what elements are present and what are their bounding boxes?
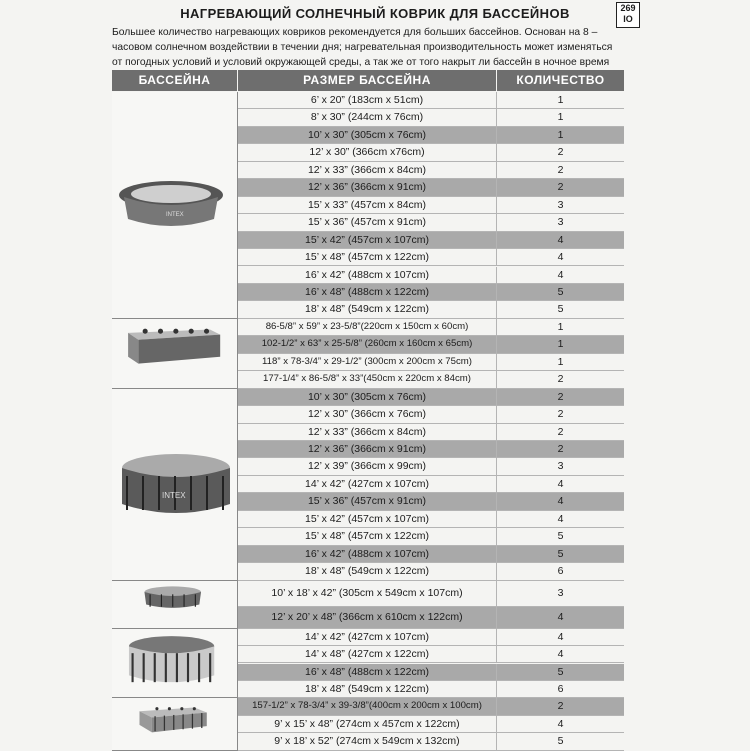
pool-size-cell: 9’ x 18’ x 52” (274cm x 549cm x 132cm) — [238, 733, 497, 749]
pool-cover-table — [112, 70, 624, 748]
pool-size-cell: 8’ x 30” (244cm x 76cm) — [238, 109, 497, 125]
intro-text: Большее количество нагревающих ковриков рекомендуется для больших бассейнов. Основан на 8 – часовом солнечном воздействии в течении дня; нагревательная производительность может изменяться от погодных условий и условий окружающей среды, а так же от того накрыт ли бассейн в ночное время — [112, 27, 613, 68]
quantity-cell: 3 — [557, 460, 564, 473]
table-row — [238, 406, 624, 423]
frame-leg — [131, 653, 133, 682]
quantity-cell: 1 — [557, 94, 564, 106]
table-row — [238, 371, 624, 388]
quantity-cell: 5 — [557, 530, 564, 543]
pool-size-cell: 16’ x 48” (488cm x 122cm) — [238, 664, 497, 680]
pool-size-cell: 14’ x 48” (427cm x 122cm) — [238, 646, 497, 662]
pool-size-cell: 118” x 78-3/4” x 29-1/2” (300cm x 200cm x 75cm) — [238, 354, 497, 370]
table-row — [238, 127, 624, 144]
logo-text: INTEX — [161, 491, 186, 501]
frame-leg — [153, 653, 155, 682]
quantity-cell: 4 — [557, 610, 564, 623]
quantity-cell: 5 — [557, 735, 564, 748]
frame-leg — [191, 714, 192, 729]
frame-leg — [142, 476, 144, 510]
quantity-cell: 1 — [557, 355, 564, 368]
table-row — [238, 92, 624, 109]
pool-size-cell: 15’ x 48” (457cm x 122cm) — [238, 249, 497, 265]
table-row — [238, 458, 624, 475]
logo-text: INTEX — [165, 211, 184, 218]
table-row — [238, 581, 624, 607]
quantity-cell: 5 — [557, 665, 564, 678]
table-row — [238, 109, 624, 126]
quantity-cell: 1 — [557, 111, 564, 124]
table-row — [238, 389, 624, 406]
swimmer — [157, 329, 162, 334]
frame-leg — [173, 715, 174, 730]
swimmer — [173, 329, 178, 334]
quantity-cell: 2 — [557, 163, 564, 176]
ultra-frame-round-pool-image — [116, 631, 234, 696]
swimmer — [167, 708, 170, 711]
frame-leg — [201, 713, 202, 728]
swimmer — [188, 329, 193, 334]
frame-leg — [186, 653, 188, 682]
table-row — [238, 267, 624, 284]
pool-size-cell: 177-1/4” x 86-5/8” x 33”(450cm x 220cm x 84cm) — [238, 371, 497, 387]
pool-size-cell: 18’ x 48” (549cm x 122cm) — [238, 301, 497, 317]
table-row — [238, 681, 624, 698]
ultra-frame-round-pool-image-cell — [112, 629, 238, 699]
frame-leg — [198, 653, 200, 682]
pool-size-cell: 15’ x 42” (457cm x 107cm) — [238, 511, 497, 527]
pool-size-cell: 10’ x 30” (305cm x 76cm) — [238, 127, 497, 143]
swimmer — [155, 708, 158, 711]
table-row — [238, 733, 624, 750]
quantity-cell: 4 — [557, 495, 564, 508]
pool-size-cell: 6’ x 20” (183cm x 51cm) — [238, 92, 497, 108]
pool-size-cell: 10’ x 18’ x 42” (305cm x 549cm x 107cm) — [238, 581, 497, 606]
pool-size-cell: 18’ x 48” (549cm x 122cm) — [238, 563, 497, 579]
quantity-cell: 5 — [557, 547, 564, 560]
table-row — [238, 197, 624, 214]
table-row — [238, 476, 624, 493]
quantity-cell: 5 — [557, 285, 564, 298]
quantity-cell: 4 — [557, 477, 564, 490]
table-row — [238, 424, 624, 441]
rectangular-frame-pool-image — [116, 321, 234, 386]
rectangular-frame-pool-image-cell — [112, 319, 238, 389]
pool-size-cell: 86-5/8” x 59” x 23-5/8”(220cm x 150cm x 60cm) — [238, 319, 497, 335]
swimmer — [192, 708, 195, 711]
table-row — [238, 144, 624, 161]
pool-size-cell: 15’ x 48” (457cm x 122cm) — [238, 528, 497, 544]
pool-size-cell: 16’ x 42” (488cm x 107cm) — [238, 267, 497, 283]
quantity-cell: 4 — [557, 717, 564, 730]
frame-leg — [142, 653, 144, 682]
table-row — [238, 664, 624, 681]
quantity-cell: 3 — [557, 198, 564, 211]
table-row — [238, 319, 624, 336]
quantity-cell: 4 — [557, 648, 564, 661]
pool-size-cell: 12’ x 36” (366cm x 91cm) — [238, 179, 497, 195]
frame-leg — [164, 653, 166, 682]
header-pool-size: РАЗМЕР БАССЕЙНА — [238, 70, 496, 91]
table-row — [238, 716, 624, 733]
frame-leg — [182, 715, 183, 730]
quantity-cell: 2 — [557, 443, 564, 455]
table-row — [238, 301, 624, 318]
frame-leg — [222, 476, 224, 510]
table-row — [238, 511, 624, 528]
metal-frame-pool-image-cell — [112, 389, 238, 581]
quantity-cell: 1 — [557, 338, 564, 351]
metal-frame-pool-image — [116, 446, 234, 522]
table-row — [238, 162, 624, 179]
table-row — [238, 249, 624, 266]
quantity-cell: 2 — [557, 390, 564, 403]
quantity-cell: 1 — [557, 320, 564, 333]
pool-size-cell: 12’ x 33” (366cm x 84cm) — [238, 162, 497, 178]
swimmer — [203, 329, 208, 334]
quantity-cell: 6 — [557, 682, 564, 695]
table-row — [238, 441, 624, 458]
pool-size-cell: 12’ x 20’ x 48” (366cm x 610cm x 122cm) — [238, 607, 497, 628]
frame-leg — [206, 476, 208, 510]
quantity-cell: 4 — [557, 251, 564, 264]
language-code: IO — [623, 14, 633, 24]
pool-size-cell: 9’ x 15’ x 48” (274cm x 457cm x 122cm) — [238, 716, 497, 732]
pool-size-cell: 12’ x 30” (366cm x 76cm) — [238, 406, 497, 422]
header-quantity: КОЛИЧЕСТВО — [497, 70, 624, 91]
table-row — [238, 546, 624, 563]
swimmer — [142, 329, 147, 334]
oval-frame-pool-image — [116, 583, 234, 626]
table-row — [238, 232, 624, 249]
pool-size-cell: 12’ x 36” (366cm x 91cm) — [238, 441, 497, 457]
quantity-cell: 2 — [557, 181, 564, 194]
pool-size-cell: 157-1/2” x 78-3/4” x 39-3/8”(400cm x 200cm x 100cm) — [238, 698, 497, 714]
quantity-cell: 6 — [557, 565, 564, 578]
table-row — [238, 493, 624, 510]
quantity-cell: 5 — [557, 303, 564, 316]
pool-size-cell: 15’ x 42” (457cm x 107cm) — [238, 232, 497, 248]
easy-set-pool-image — [116, 167, 234, 243]
pool-size-cell: 12’ x 39” (366cm x 99cm) — [238, 458, 497, 474]
page-number: 269 — [620, 3, 636, 13]
quantity-cell: 4 — [557, 233, 564, 246]
frame-leg — [163, 716, 164, 731]
frame-leg — [190, 476, 192, 510]
frame-leg — [126, 476, 128, 510]
table-row — [238, 607, 624, 629]
quantity-cell: 2 — [557, 700, 564, 713]
frame-leg — [158, 476, 160, 510]
table-row — [238, 354, 624, 371]
quantity-cell: 2 — [557, 373, 564, 386]
table-row — [238, 179, 624, 196]
frame-leg — [194, 594, 195, 606]
frame-leg — [160, 594, 161, 606]
pool-size-cell: 16’ x 42” (488cm x 107cm) — [238, 546, 497, 562]
quantity-cell: 3 — [557, 216, 564, 229]
frame-leg — [183, 594, 184, 606]
frame-leg — [172, 594, 173, 606]
oval-frame-pool-image-cell — [112, 581, 238, 629]
table-row — [238, 284, 624, 301]
frame-leg — [149, 594, 150, 606]
pool-size-cell: 102-1/2” x 63” x 25-5/8” (260cm x 160cm x 65cm) — [238, 336, 497, 352]
quantity-cell: 3 — [557, 586, 564, 599]
quantity-cell: 2 — [557, 425, 564, 438]
ultra-frame-rectangular-pool-image — [116, 700, 234, 747]
swimmer — [180, 708, 183, 711]
frame-leg — [154, 717, 155, 732]
frame-leg — [175, 653, 177, 682]
pool-size-cell: 16’ x 48” (488cm x 122cm) — [238, 284, 497, 300]
quantity-cell: 2 — [557, 146, 564, 159]
quantity-cell: 1 — [557, 128, 564, 141]
pool-size-cell: 10’ x 30” (305cm x 76cm) — [238, 389, 497, 405]
quantity-cell: 4 — [557, 630, 564, 643]
pool-size-cell: 18’ x 48” (549cm x 122cm) — [238, 681, 497, 697]
pool-size-cell: 14’ x 42” (427cm x 107cm) — [238, 476, 497, 492]
page-title: НАГРЕВАЮЩИЙ СОЛНЕЧНЫЙ КОВРИК ДЛЯ БАССЕЙНОВ — [180, 6, 570, 21]
easy-set-pool-image-cell — [112, 92, 238, 319]
quantity-cell: 2 — [557, 408, 564, 421]
table-row — [238, 528, 624, 545]
pool-water — [131, 185, 211, 203]
frame-leg — [209, 653, 211, 682]
pool-size-cell: 12’ x 30” (366cm x76cm) — [238, 144, 497, 160]
table-row — [238, 214, 624, 231]
table-row — [238, 646, 624, 663]
pool-size-cell: 15’ x 36” (457cm x 91cm) — [238, 214, 497, 230]
ultra-frame-rectangular-pool-image-cell — [112, 698, 238, 750]
table-row — [238, 563, 624, 580]
table-row — [238, 336, 624, 353]
pool-size-cell: 12’ x 33” (366cm x 84cm) — [238, 424, 497, 440]
table-row — [238, 629, 624, 646]
header-pool: БАССЕЙНА — [112, 70, 237, 91]
table-row — [238, 698, 624, 715]
pool-size-cell: 14’ x 42” (427cm x 107cm) — [238, 629, 497, 645]
pool-size-cell: 15’ x 36” (457cm x 91cm) — [238, 493, 497, 509]
quantity-cell: 4 — [557, 512, 564, 525]
quantity-cell: 4 — [557, 268, 564, 281]
pool-size-cell: 15’ x 33” (457cm x 84cm) — [238, 197, 497, 213]
